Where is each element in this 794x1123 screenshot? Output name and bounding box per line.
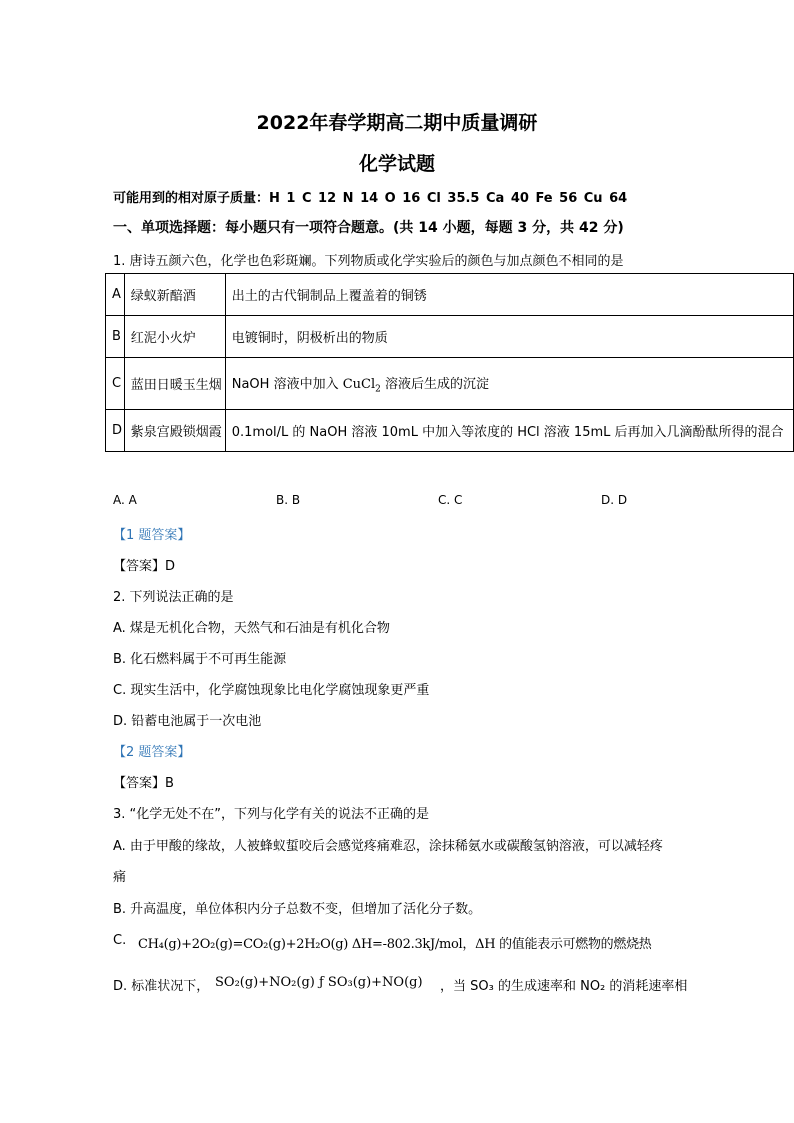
row-poem: 蓝田日暖玉生烟 [124, 358, 225, 410]
row-poem: 红泥小火炉 [124, 316, 225, 358]
table-row [106, 274, 794, 316]
row-description: 0.1mol/L 的 NaOH 溶液 10mL 中加入等浓度的 HCl 溶液 15mL 后再加入几滴酚酞所得的混合 [225, 410, 793, 452]
q2-answer-tag: 【2 题答案】 [113, 745, 191, 760]
table-row [106, 410, 794, 452]
question-2-stem: 2. 下列说法正确的是 [113, 590, 234, 605]
desc-text: 溶液后生成的沉淀 [380, 376, 490, 392]
q3-option-d-equation: SO₂(g)+NO₂(g) ƒ SO₃(g)+NO(g) [215, 975, 423, 990]
q1-answer-tag: 【1 题答案】 [113, 528, 191, 543]
q1-answer: 【答案】D [113, 559, 176, 574]
table-row [106, 358, 794, 410]
q3-option-b: B. 升高温度，单位体积内分子总数不变，但增加了活化分子数。 [113, 902, 482, 917]
row-letter: A [106, 274, 125, 316]
section-heading: 一、单项选择题：每小题只有一项符合题意。(共 14 小题，每题 3 分，共 42 分) [113, 220, 624, 236]
row-description [225, 358, 793, 410]
exam-title: 2022年春学期高二期中质量调研 [256, 112, 538, 134]
q2-option-a: A. 煤是无机化合物，天然气和石油是有机化合物 [113, 621, 390, 636]
q3-option-a-continued: 痛 [113, 870, 127, 885]
row-letter: B [106, 316, 125, 358]
q3-option-d-text: ，当 SO₃ 的生成速率和 NO₂ 的消耗速率相 [440, 979, 688, 994]
row-poem: 紫泉宫殿锁烟霞 [124, 410, 225, 452]
question-1-stem: 1. 唐诗五颜六色，化学也色彩斑斓。下列物质或化学实验后的颜色与加点颜色不相同的是 [113, 254, 624, 269]
q3-option-c-equation: CH₄(g)+2O₂(g)=CO₂(g)+2H₂O(g) ΔH=-802.3kJ/mol，ΔH 的值能表示可燃物的燃烧热 [138, 937, 652, 952]
desc-text: NaOH 溶液中加入 [231, 376, 343, 392]
row-description: 出土的古代铜制品上覆盖着的铜锈 [225, 274, 793, 316]
formula-subscript: 2 [375, 384, 381, 395]
exam-subject: 化学试题 [358, 153, 435, 175]
table-row [106, 316, 794, 358]
row-letter: D [106, 410, 125, 452]
row-poem: 绿蚁新醅酒 [124, 274, 225, 316]
q3-option-a: A. 由于甲酸的缘故，人被蜂蚁蜇咬后会感觉疼痛难忍，涂抹稀氨水或碳酸氢钠溶液，可以减轻疼 [113, 839, 663, 854]
q2-option-c: C. 现实生活中，化学腐蚀现象比电化学腐蚀现象更严重 [113, 683, 430, 698]
q2-answer: 【答案】B [113, 776, 174, 791]
question-3-stem: 3. “化学无处不在”，下列与化学有关的说法不正确的是 [113, 807, 430, 822]
q1-option-c: C. C [438, 493, 463, 507]
row-description: 电镀铜时，阴极析出的物质 [225, 316, 793, 358]
q2-option-b: B. 化石燃料属于不可再生能源 [113, 652, 287, 667]
q1-option-a: A. A [113, 493, 137, 507]
row-letter: C [106, 358, 125, 410]
q3-option-d-label: D. 标准状况下， [113, 979, 210, 994]
atomic-masses: 可能用到的相对原子质量：H 1 C 12 N 14 O 16 Cl 35.5 Ca 40 Fe 56 Cu 64 [113, 191, 628, 206]
formula-cucl2: CuCl [342, 376, 376, 392]
q1-option-d: D. D [601, 493, 628, 507]
q3-option-c-label: C. [113, 933, 127, 948]
q2-option-d: D. 铅蓄电池属于一次电池 [113, 714, 262, 729]
q1-option-b: B. B [276, 493, 301, 507]
question-1-table [105, 273, 794, 452]
